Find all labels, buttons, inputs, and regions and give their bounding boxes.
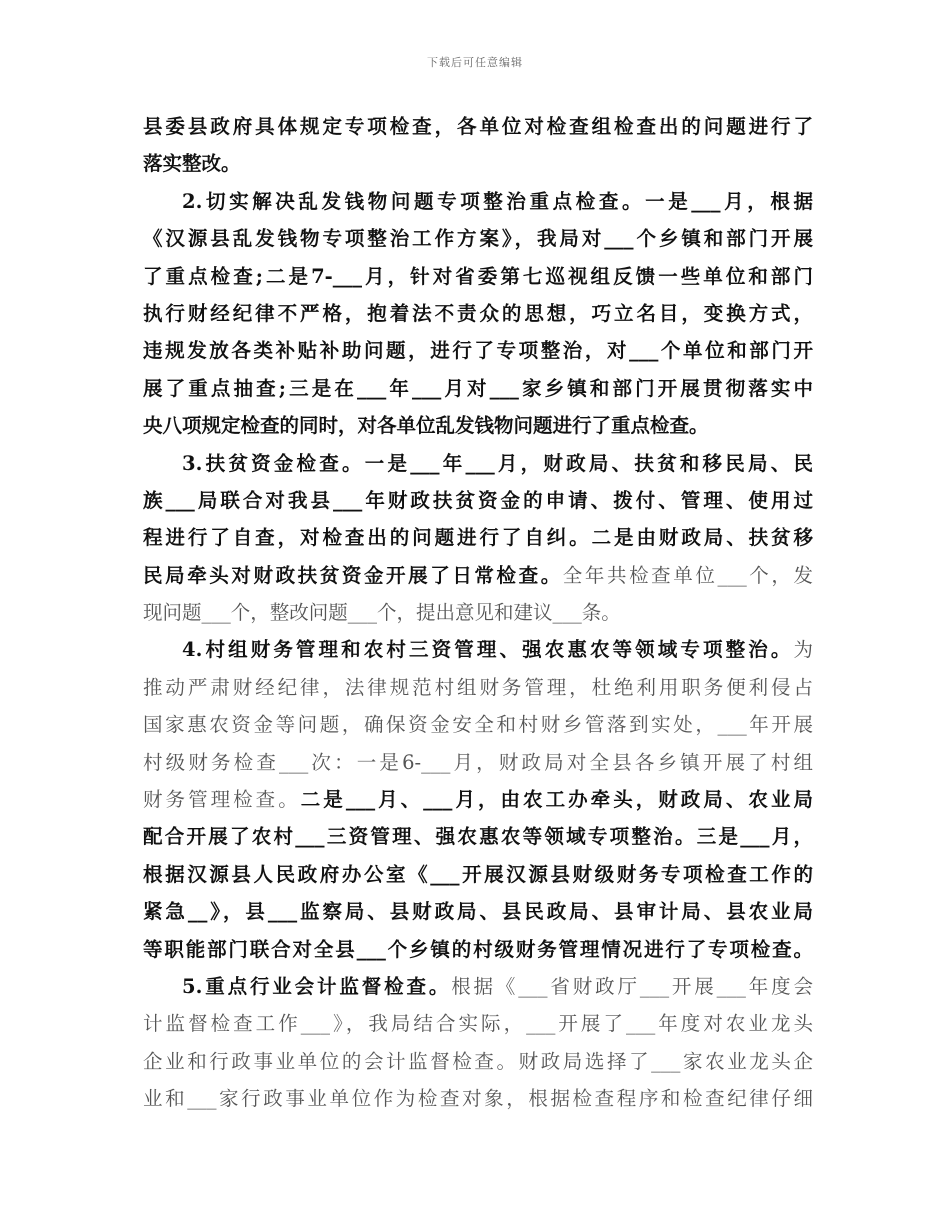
text-segment: 执行财经纪律不严格，抱着法不责众的思想，巧立名目，变换方式， xyxy=(143,301,813,325)
text-line xyxy=(143,1005,813,1042)
text-segment: 了重点检查;二是7-___月，针对省委第七巡视组反馈一些单位和部门 xyxy=(143,264,813,288)
text-segment: 财务管理检查。 xyxy=(143,788,301,812)
text-line xyxy=(143,332,813,369)
text-line xyxy=(143,931,813,968)
text-line xyxy=(143,1080,813,1117)
text-segment: 二是___月、___月，由农工办牵头，财政局、农业局 xyxy=(300,788,813,812)
text-segment: 程进行了自查，对检查出的问题进行了自纠。二是由财政局、扶贫移 xyxy=(143,526,813,550)
text-segment: 县委县政府具体规定专项检查，各单位对检查组检查出的问题进行了 xyxy=(143,115,813,138)
text-line xyxy=(143,968,813,1005)
text-line xyxy=(143,519,813,556)
document-body xyxy=(143,108,813,1118)
text-line xyxy=(143,445,813,482)
text-segment: 推动严肃财经纪律，法律规范村组财务管理，杜绝利用职务便利侵占 xyxy=(143,675,813,699)
text-segment: 现问题___个，整改问题___个，提出意见和建议___条。 xyxy=(143,601,621,625)
text-segment: 央八项规定检查的同时，对各单位乱发钱物问题进行了重点检查。 xyxy=(143,414,709,438)
text-line xyxy=(143,1043,813,1080)
text-line xyxy=(143,145,813,182)
text-segment: 计监督检查工作___》，我局结合实际，___开展了___年度对农业龙头 xyxy=(143,1012,813,1036)
text-segment: 等职能部门联合对全县___个乡镇的村级财务管理情况进行了专项检查。 xyxy=(143,937,813,961)
text-line xyxy=(143,407,813,444)
text-line xyxy=(143,557,813,594)
text-segment: 全年共检查单位___个，发 xyxy=(562,563,813,587)
text-segment: 违规发放各类补贴补助问题，进行了专项整治，对___个单位和部门开 xyxy=(143,339,813,363)
text-line xyxy=(143,631,813,668)
text-segment: 企业和行政事业单位的会计监督检查。财政局选择了___家农业龙头企 xyxy=(143,1049,813,1073)
text-line xyxy=(143,482,813,519)
text-line xyxy=(143,370,813,407)
text-segment: 国家惠农资金等问题，确保资金安全和村财乡管落到实处，___年开展 xyxy=(143,713,813,737)
text-line xyxy=(143,258,813,295)
text-segment: 紧急__》，县___监察局、县财政局、县民政局、县审计局、县农业局 xyxy=(143,900,813,924)
text-line xyxy=(143,669,813,706)
text-line xyxy=(143,220,813,257)
text-segment: 村级财务检查___次：一是6-___月，财政局对全县各乡镇开展了村组 xyxy=(143,750,813,774)
text-segment: 根据《___省财政厅___开展___年度会 xyxy=(451,974,813,998)
text-line xyxy=(143,594,813,631)
text-segment: 为 xyxy=(793,638,813,662)
text-segment: 展了重点抽查;三是在___年___月对___家乡镇和部门开展贯彻落实中 xyxy=(143,376,813,400)
text-segment: 2.切实解决乱发钱物问题专项整治重点检查。一是___月，根据 xyxy=(182,189,813,213)
text-line xyxy=(143,744,813,781)
text-line xyxy=(143,856,813,893)
text-line xyxy=(143,706,813,743)
text-line xyxy=(143,295,813,332)
text-segment: 《汉源县乱发钱物专项整治工作方案》，我局对___个乡镇和部门开展 xyxy=(143,227,813,251)
text-segment: 5.重点行业会计监督检查。 xyxy=(182,974,452,998)
text-segment: 3.扶贫资金检查。一是___年___月，财政局、扶贫和移民局、民 xyxy=(182,451,813,475)
text-segment: 配合开展了农村___三资管理、强农惠农等领域专项整治。三是___月， xyxy=(143,825,813,849)
text-line xyxy=(143,781,813,818)
text-line xyxy=(143,893,813,930)
text-segment: 族___局联合对我县___年财政扶贫资金的申请、拨付、管理、使用过 xyxy=(143,488,813,512)
text-line xyxy=(143,818,813,855)
page-header: 下载后可任意编辑 xyxy=(427,56,523,69)
text-line xyxy=(143,183,813,220)
text-segment: 4.村组财务管理和农村三资管理、强农惠农等领域专项整治。 xyxy=(182,638,794,662)
text-segment: 业和___家行政事业单位作为检查对象，根据检查程序和检查纪律仔细 xyxy=(143,1087,813,1111)
text-line xyxy=(143,108,813,145)
text-segment: 落实整改。 xyxy=(143,152,241,176)
text-segment: 民局牵头对财政扶贫资金开展了日常检查。 xyxy=(143,563,563,587)
text-segment: 根据汉源县人民政府办公室《___开展汉源县财级财务专项检查工作的 xyxy=(143,862,813,886)
